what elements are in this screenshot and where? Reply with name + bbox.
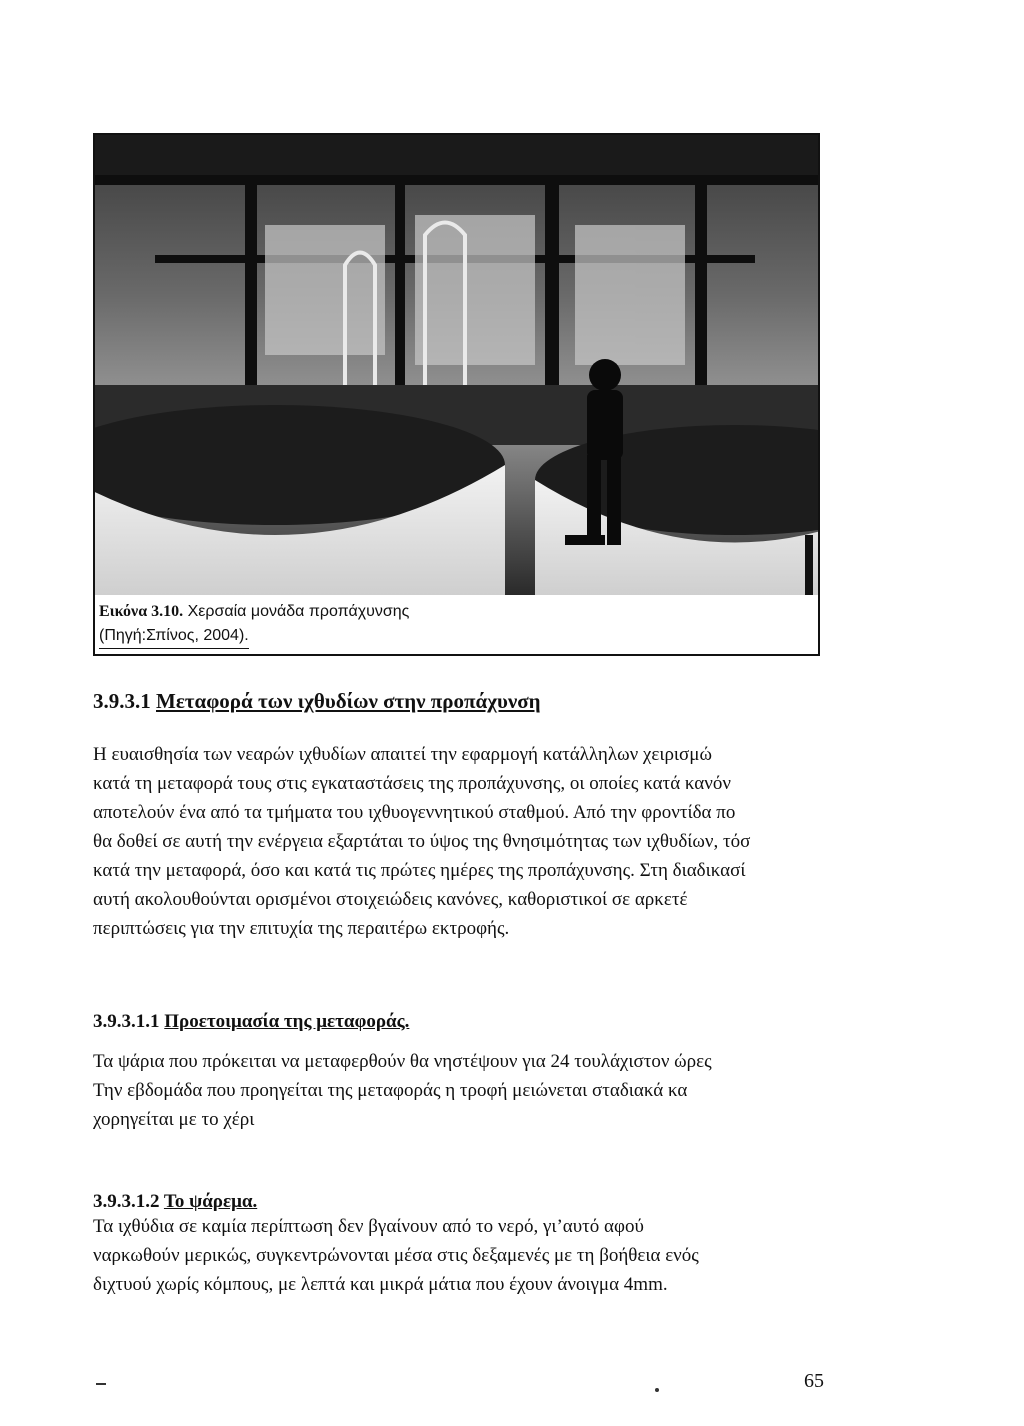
figure xyxy=(93,133,820,656)
section-paragraph xyxy=(93,740,838,943)
subsection2-title: Το ψάρεμα. xyxy=(163,1191,258,1212)
hatchery-photo xyxy=(95,135,818,595)
caption-number: Εικόνα 3.10. xyxy=(99,603,184,620)
paragraph-line: Η ευαισθησία των νεαρών ιχθυδίων απαιτεί την εφαρμογή κατάλληλων χειρισμώ xyxy=(93,744,712,765)
paragraph-line: αποτελούν ένα από τα τμήματα του ιχθυογεννητικού σταθμού. Από την φροντίδα πο xyxy=(93,802,736,823)
subsection1-number: 3.9.3.1.1 xyxy=(93,1011,160,1032)
paragraph-line: διχτυού χωρίς κόμπους, με λεπτά και μικρά μάτια που έχουν άνοιγμα 4mm. xyxy=(93,1274,668,1295)
subsection1-paragraph xyxy=(93,1047,838,1134)
paragraph-line: Τα ιχθύδια σε καμία περίπτωση δεν βγαίνουν από το νερό, γι’αυτό αφού xyxy=(93,1216,644,1237)
section-heading xyxy=(93,689,541,713)
figure-caption xyxy=(95,600,818,654)
paragraph-line: θα δοθεί σε αυτή την ενέργεια εξαρτάται το ύψος της θνησιμότητας των ιχθυδίων, τόσ xyxy=(93,831,751,852)
paragraph-line: Τα ψάρια που πρόκειται να μεταφερθούν θα νηστέψουν για 24 τουλάχιστον ώρες xyxy=(93,1051,712,1072)
paragraph-line: κατά την μεταφορά, όσο και κατά τις πρώτες ημέρες της προπάχυνσης. Στη διαδικασί xyxy=(93,860,746,881)
scan-mark xyxy=(96,1383,106,1385)
paragraph-line: αυτή ακολουθούνται ορισμένοι στοιχειώδεις κανόνες, καθοριστικοί σε αρκετέ xyxy=(93,889,688,910)
section-number: 3.9.3.1 xyxy=(93,689,151,713)
subsection2-number: 3.9.3.1.2 xyxy=(93,1191,160,1212)
paragraph-line: Την εβδομάδα που προηγείται της μεταφοράς η τροφή μειώνεται σταδιακά κα xyxy=(93,1080,688,1101)
paragraph-line: ναρκωθούν μερικώς, συγκεντρώνονται μέσα στις δεξαμενές με τη βοήθεια ενός xyxy=(93,1245,699,1266)
paragraph-line: περιπτώσεις για την επιτυχία της περαιτέρω εκτροφής. xyxy=(93,918,510,939)
page-number: 65 xyxy=(804,1370,824,1392)
caption-source: (Πηγή:Σπίνος, 2004). xyxy=(99,624,249,649)
paragraph-line: κατά τη μεταφορά τους στις εγκαταστάσεις της προπάχυνσης, οι οποίες κατά κανόν xyxy=(93,773,731,794)
paragraph-line: χορηγείται με το χέρι xyxy=(93,1109,255,1130)
scan-dot xyxy=(655,1388,659,1392)
subsection2-paragraph xyxy=(93,1212,838,1299)
subsection1-heading xyxy=(93,1010,409,1034)
section-title: Μεταφορά των ιχθυδίων στην προπάχυνση xyxy=(156,689,541,713)
subsection1-title: Προετοιμασία της μεταφοράς. xyxy=(164,1011,410,1032)
photo-illustration xyxy=(95,135,818,595)
caption-text: Χερσαία μονάδα προπάχυνσης xyxy=(187,603,410,620)
subsection2-heading xyxy=(93,1190,257,1214)
